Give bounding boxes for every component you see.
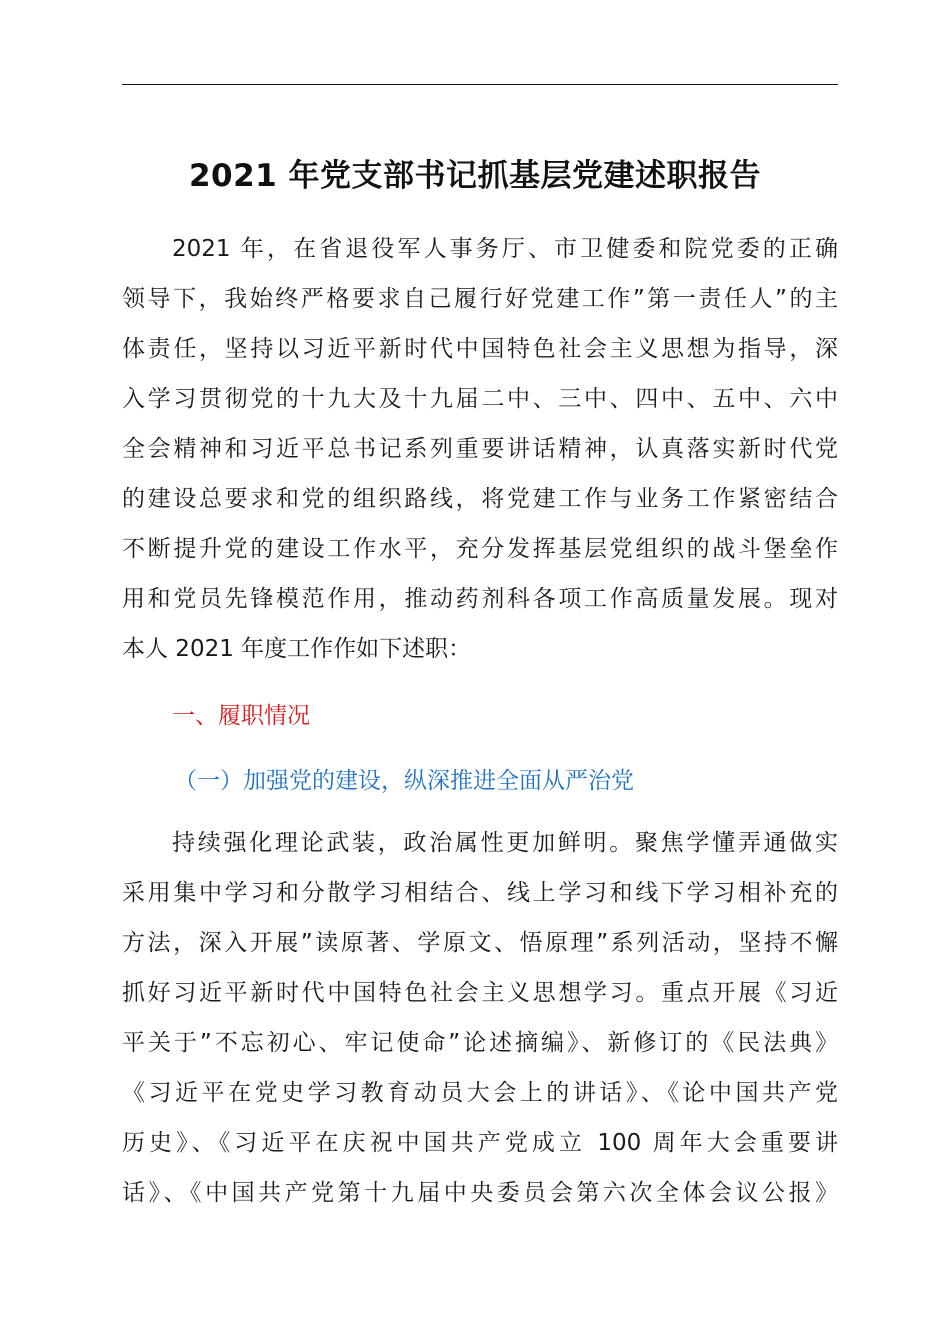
intro-line: 不断提升党的建设工作水平，充分发挥基层党组织的战斗堡垒作 [122,536,838,562]
body-line: 话》、《中国共产党第十九届中央委员会第六次全体会议公报》 [122,1180,838,1206]
intro-line: 2021 年，在省退役军人事务厅、市卫健委和院党委的正确 [172,236,838,262]
intro-line: 用和党员先锋模范作用，推动药剂科各项工作高质量发展。现对 [122,586,838,612]
intro-line: 全会精神和习近平总书记系列重要讲话精神，认真落实新时代党 [122,436,838,462]
subsection-heading: （一）加强党的建设，纵深推进全面从严治党 [174,768,634,794]
body-line: 采用集中学习和分散学习相结合、线上学习和线下学习相补充的 [122,880,838,906]
body-line: 方法，深入开展”读原著、学原文、悟原理”系列活动，坚持不懈 [122,930,838,956]
intro-line: 入学习贯彻党的十九大及十九届二中、三中、四中、五中、六中 [122,386,838,412]
section-heading: 一、履职情况 [172,703,310,729]
body-line: 抓好习近平新时代中国特色社会主义思想学习。重点开展《习近 [122,980,838,1006]
body-line: 《习近平在党史学习教育动员大会上的讲话》、《论中国共产党 [122,1080,838,1106]
intro-line: 领导下，我始终严格要求自己履行好党建工作”第一责任人”的主 [122,286,838,312]
intro-line: 体责任，坚持以习近平新时代中国特色社会主义思想为指导，深 [122,336,838,362]
body-line: 历史》、《习近平在庆祝中国共产党成立 100 周年大会重要讲 [122,1130,838,1156]
body-line: 持续强化理论武装，政治属性更加鲜明。聚焦学懂弄通做实 [172,830,838,856]
header-rule [122,84,838,85]
document-title: 2021 年党支部书记抓基层党建述职报告 [188,158,762,194]
body-paragraph [122,818,838,1218]
body-line: 平关于”不忘初心、牢记使命”论述摘编》、新修订的《民法典》 [122,1030,838,1056]
intro-paragraph [122,224,838,674]
intro-line: 本人 2021 年度工作作如下述职： [122,636,472,662]
intro-line: 的建设总要求和党的组织路线，将党建工作与业务工作紧密结合 [122,486,838,512]
